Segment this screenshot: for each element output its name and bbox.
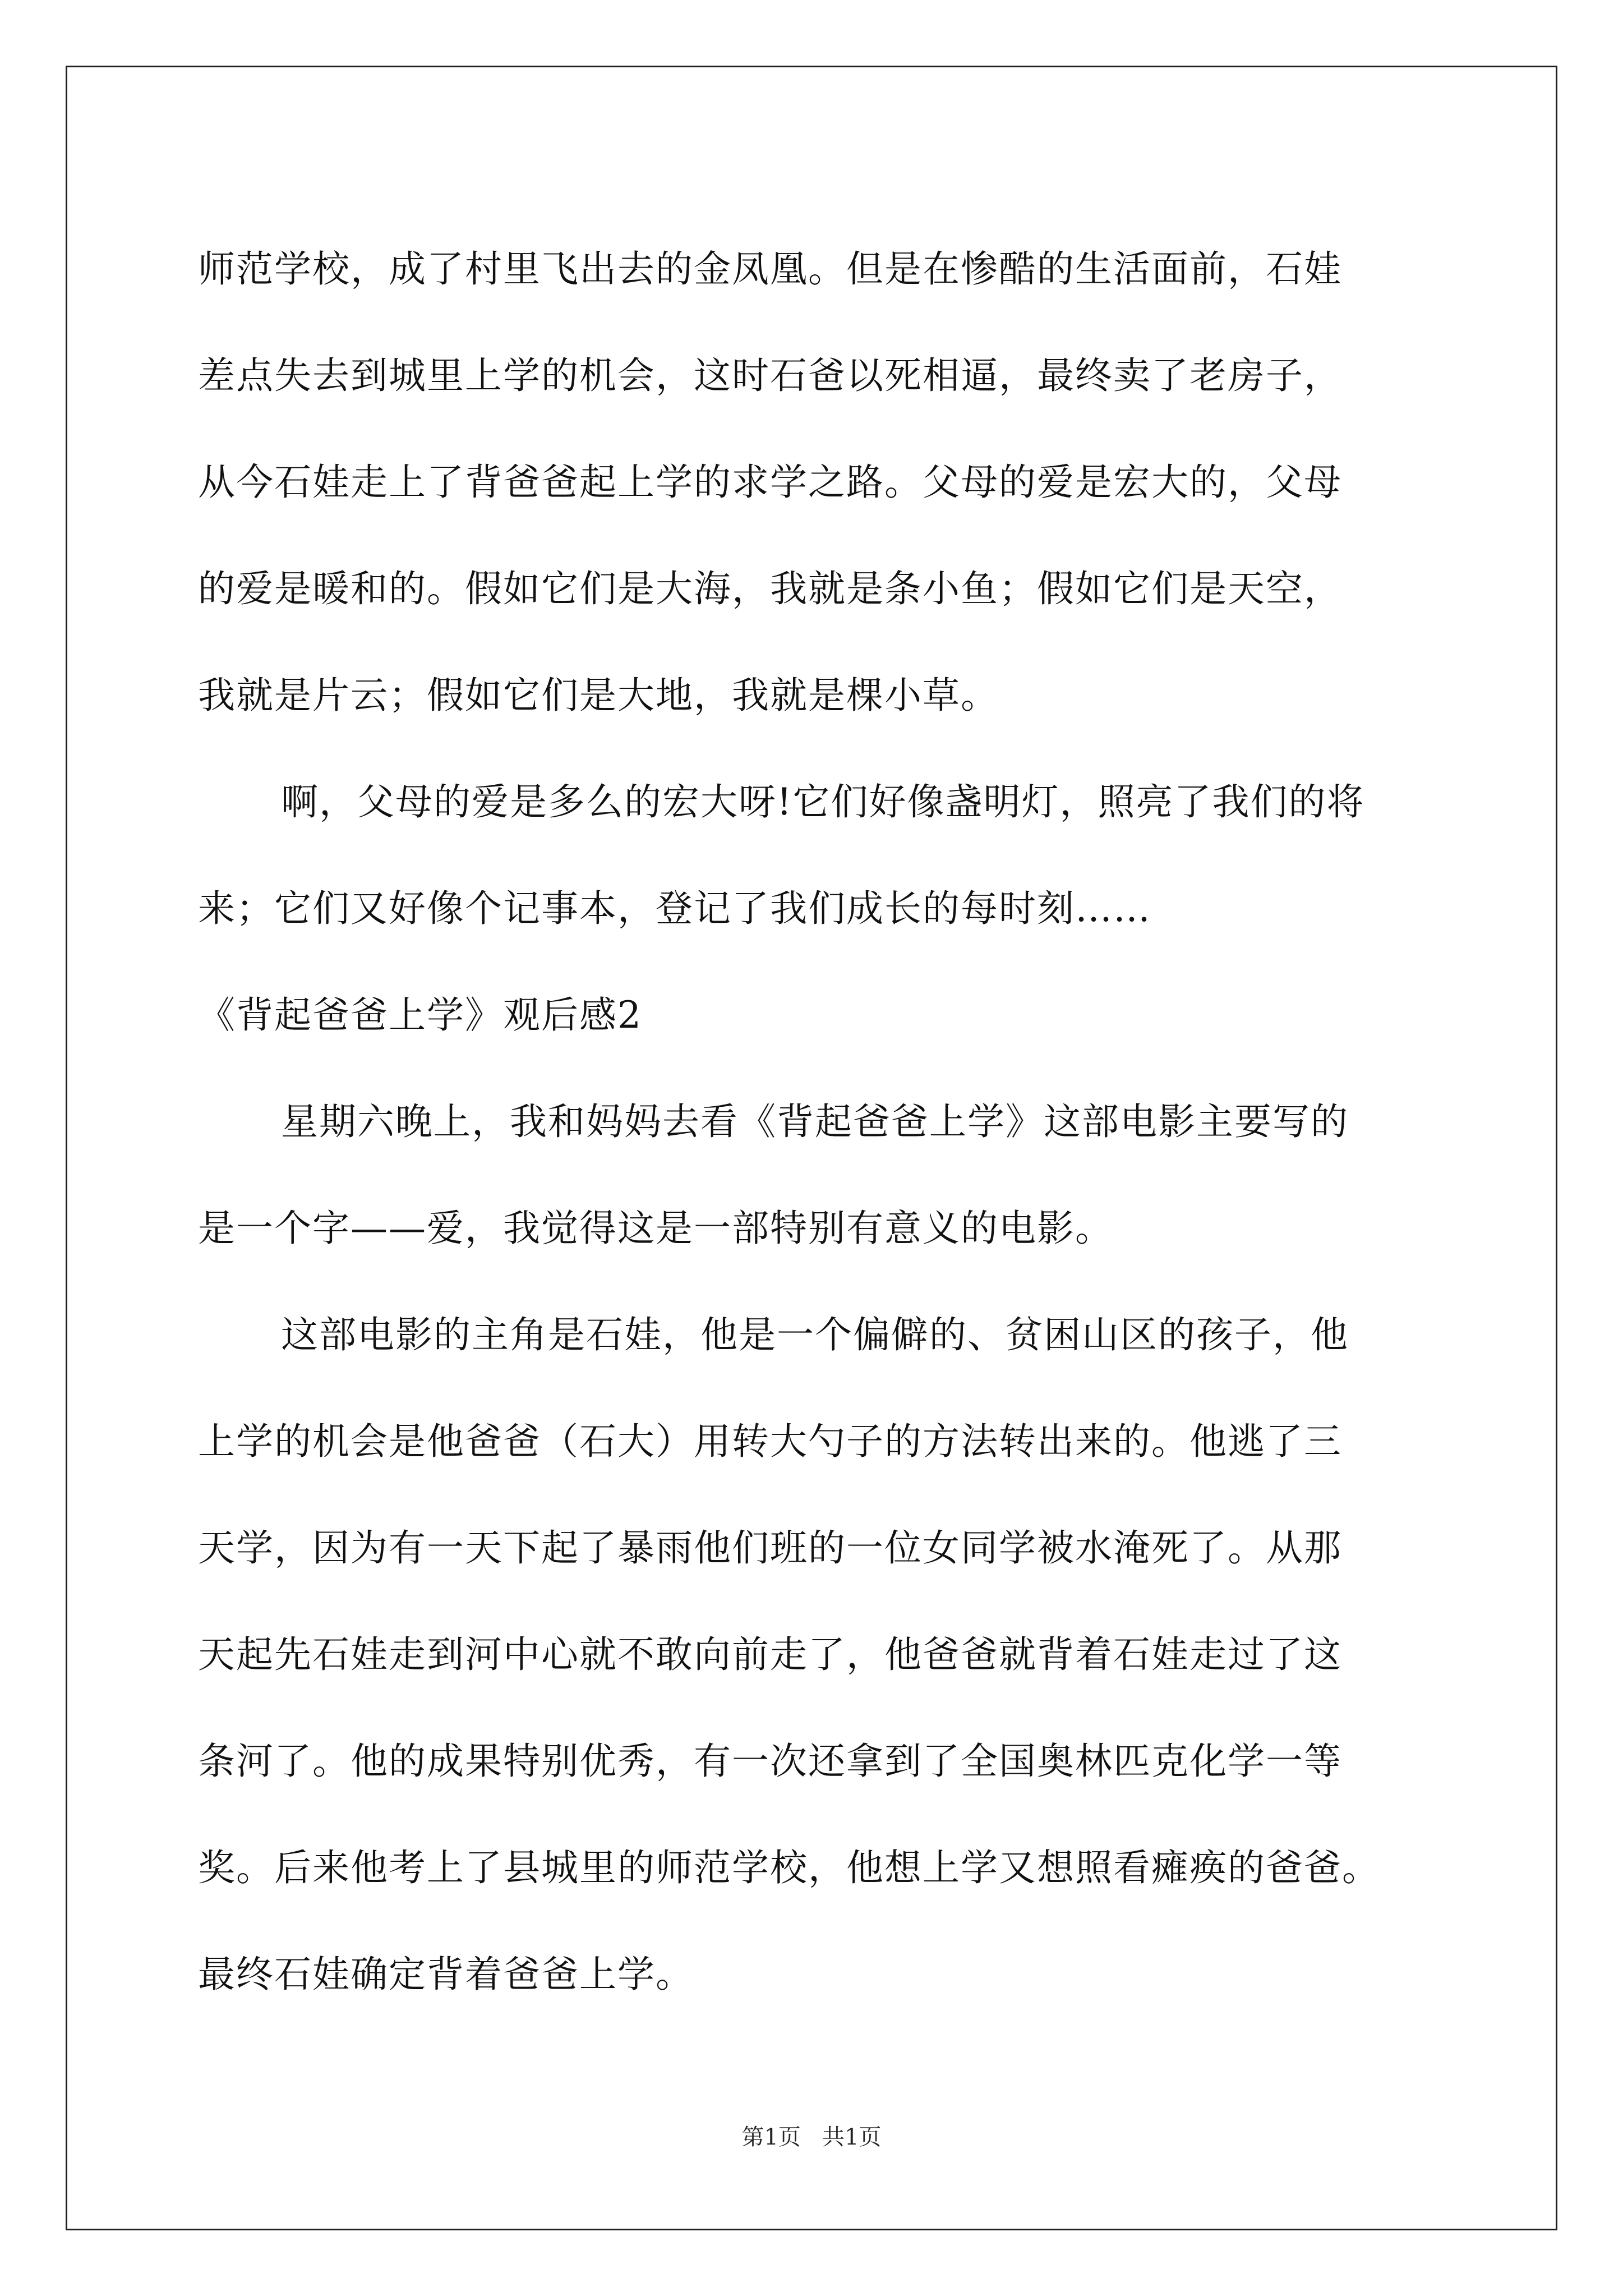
text-line: 条河了。他的成果特别优秀，有一次还拿到了全国奥林匹克化学一等 (198, 1740, 1342, 1783)
text-line: 我就是片云；假如它们是大地，我就是棵小草。 (198, 674, 999, 717)
document-body (198, 216, 1471, 2028)
section-heading: 《背起爸爸上学》观后感2 (198, 993, 642, 1037)
text-line: 从今石娃走上了背爸爸起上学的求学之路。父母的爱是宏大的，父母 (198, 461, 1342, 504)
text-line: 上学的机会是他爸爸（石大）用转大勺子的方法转出来的。他逃了三 (198, 1420, 1342, 1463)
text-line: 天学，因为有一天下起了暴雨他们班的一位女同学被水淹死了。从那 (198, 1526, 1342, 1570)
text-line: 奖。后来他考上了县城里的师范学校，他想上学又想照看瘫痪的爸爸。 (198, 1846, 1380, 1889)
paragraph-start-line: 星期六晚上，我和妈妈去看《背起爸爸上学》这部电影主要写的 (281, 1100, 1349, 1143)
paragraph-start-line: 这部电影的主角是石娃，他是一个偏僻的、贫困山区的孩子，他 (281, 1313, 1349, 1356)
text-line: 的爱是暖和的。假如它们是大海，我就是条小鱼；假如它们是天空， (198, 567, 1342, 610)
page-number-footer: 第1页 共1页 (741, 2124, 882, 2150)
paragraph-start-line: 啊，父母的爱是多么的宏大呀!它们好像盏明灯，照亮了我们的将 (281, 780, 1365, 823)
text-line: 来；它们又好像个记事本，登记了我们成长的每时刻…… (198, 887, 1151, 930)
text-line: 师范学校，成了村里飞出去的金凤凰。但是在惨酷的生活面前，石娃 (198, 247, 1342, 291)
text-line: 天起先石娃走到河中心就不敢向前走了，他爸爸就背着石娃走过了这 (198, 1633, 1342, 1676)
text-line: 差点失去到城里上学的机会，这时石爸以死相逼，最终卖了老房子， (198, 354, 1342, 397)
text-line: 是一个字——爱，我觉得这是一部特别有意义的电影。 (198, 1207, 1113, 1250)
text-line: 最终石娃确定背着爸爸上学。 (198, 1953, 694, 1996)
